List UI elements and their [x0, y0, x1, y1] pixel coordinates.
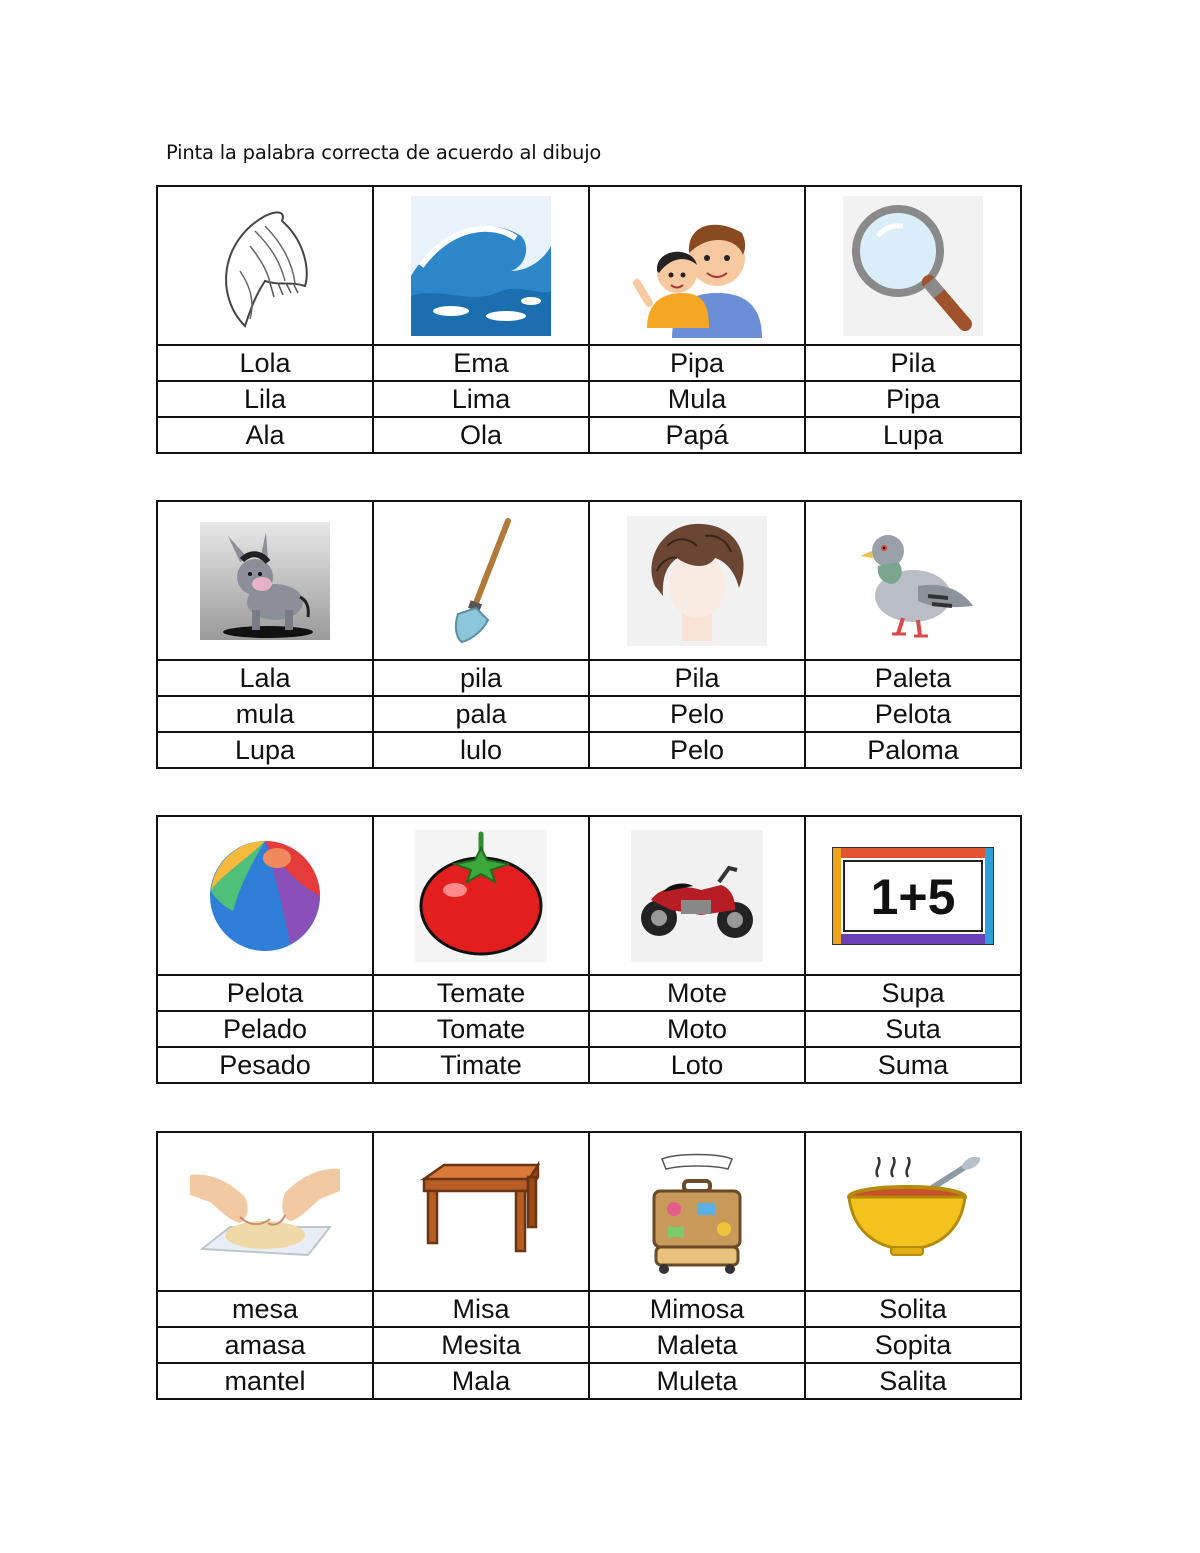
- picture-cell: [373, 186, 589, 345]
- picture-cell: [157, 1132, 373, 1291]
- word-option[interactable]: Pelo: [589, 696, 805, 732]
- motorcycle-icon: [631, 830, 763, 962]
- word-option[interactable]: Pila: [589, 660, 805, 696]
- word-table-3: [156, 815, 1022, 1084]
- tomato-icon: [415, 830, 547, 962]
- word-option[interactable]: Pipa: [805, 381, 1021, 417]
- word-option[interactable]: Salita: [805, 1363, 1021, 1399]
- word-table-1: [156, 185, 1022, 454]
- word-table-4: [156, 1131, 1022, 1400]
- hair-icon: [627, 516, 767, 646]
- word-option[interactable]: Solita: [805, 1291, 1021, 1327]
- picture-cell: [373, 501, 589, 660]
- table-icon: [416, 1157, 546, 1267]
- word-option[interactable]: Lala: [157, 660, 373, 696]
- word-option[interactable]: Suma: [805, 1047, 1021, 1083]
- picture-cell: [373, 816, 589, 975]
- picture-cell: [589, 186, 805, 345]
- wing-icon: [210, 201, 320, 331]
- word-option[interactable]: Lola: [157, 345, 373, 381]
- suitcase-icon: [642, 1147, 752, 1277]
- word-option[interactable]: Pelo: [589, 732, 805, 768]
- sum-card-icon: [832, 847, 994, 945]
- word-option[interactable]: Timate: [373, 1047, 589, 1083]
- donkey-icon: [200, 522, 330, 640]
- word-option[interactable]: Muleta: [589, 1363, 805, 1399]
- father-son-icon: [627, 193, 767, 338]
- picture-cell: [805, 1132, 1021, 1291]
- picture-cell: [157, 186, 373, 345]
- word-option[interactable]: Ola: [373, 417, 589, 453]
- word-option[interactable]: Lupa: [157, 732, 373, 768]
- word-option[interactable]: Pila: [805, 345, 1021, 381]
- picture-cell: [805, 501, 1021, 660]
- word-option[interactable]: Pipa: [589, 345, 805, 381]
- word-option[interactable]: Lupa: [805, 417, 1021, 453]
- picture-cell: [805, 186, 1021, 345]
- word-option[interactable]: Ema: [373, 345, 589, 381]
- word-option[interactable]: Mala: [373, 1363, 589, 1399]
- word-option[interactable]: Supa: [805, 975, 1021, 1011]
- word-option[interactable]: Pesado: [157, 1047, 373, 1083]
- picture-cell: [157, 816, 373, 975]
- word-option[interactable]: Pelota: [805, 696, 1021, 732]
- word-option[interactable]: mesa: [157, 1291, 373, 1327]
- word-option[interactable]: Moto: [589, 1011, 805, 1047]
- word-option[interactable]: Temate: [373, 975, 589, 1011]
- pigeon-icon: [848, 516, 978, 646]
- word-option[interactable]: Pelota: [157, 975, 373, 1011]
- word-option[interactable]: Lima: [373, 381, 589, 417]
- picture-cell: [373, 1132, 589, 1291]
- word-option[interactable]: Tomate: [373, 1011, 589, 1047]
- word-option[interactable]: mantel: [157, 1363, 373, 1399]
- picture-cell: [589, 816, 805, 975]
- page-title: Pinta la palabra correcta de acuerdo al dibujo: [166, 141, 602, 164]
- picture-cell: [589, 501, 805, 660]
- word-option[interactable]: amasa: [157, 1327, 373, 1363]
- word-option[interactable]: Papá: [589, 417, 805, 453]
- shovel-icon: [436, 516, 526, 646]
- word-option[interactable]: Sopita: [805, 1327, 1021, 1363]
- picture-cell: [805, 816, 1021, 975]
- word-option[interactable]: Lila: [157, 381, 373, 417]
- word-table-2: [156, 500, 1022, 769]
- word-option[interactable]: pila: [373, 660, 589, 696]
- word-option[interactable]: Suta: [805, 1011, 1021, 1047]
- word-option[interactable]: Ala: [157, 417, 373, 453]
- soup-bowl-icon: [843, 1157, 983, 1267]
- word-option[interactable]: Mula: [589, 381, 805, 417]
- word-option[interactable]: Mote: [589, 975, 805, 1011]
- kneading-hands-icon: [190, 1157, 340, 1267]
- beach-ball-icon: [205, 836, 325, 956]
- sum-card-text: 1+5: [870, 868, 956, 925]
- word-option[interactable]: Paloma: [805, 732, 1021, 768]
- word-option[interactable]: lulo: [373, 732, 589, 768]
- word-option[interactable]: mula: [157, 696, 373, 732]
- magnifier-icon: [843, 196, 983, 336]
- word-option[interactable]: Mesita: [373, 1327, 589, 1363]
- word-option[interactable]: Misa: [373, 1291, 589, 1327]
- word-option[interactable]: pala: [373, 696, 589, 732]
- wave-icon: [411, 196, 551, 336]
- word-option[interactable]: Paleta: [805, 660, 1021, 696]
- word-option[interactable]: Maleta: [589, 1327, 805, 1363]
- word-option[interactable]: Pelado: [157, 1011, 373, 1047]
- picture-cell: [157, 501, 373, 660]
- word-option[interactable]: Loto: [589, 1047, 805, 1083]
- word-option[interactable]: Mimosa: [589, 1291, 805, 1327]
- picture-cell: [589, 1132, 805, 1291]
